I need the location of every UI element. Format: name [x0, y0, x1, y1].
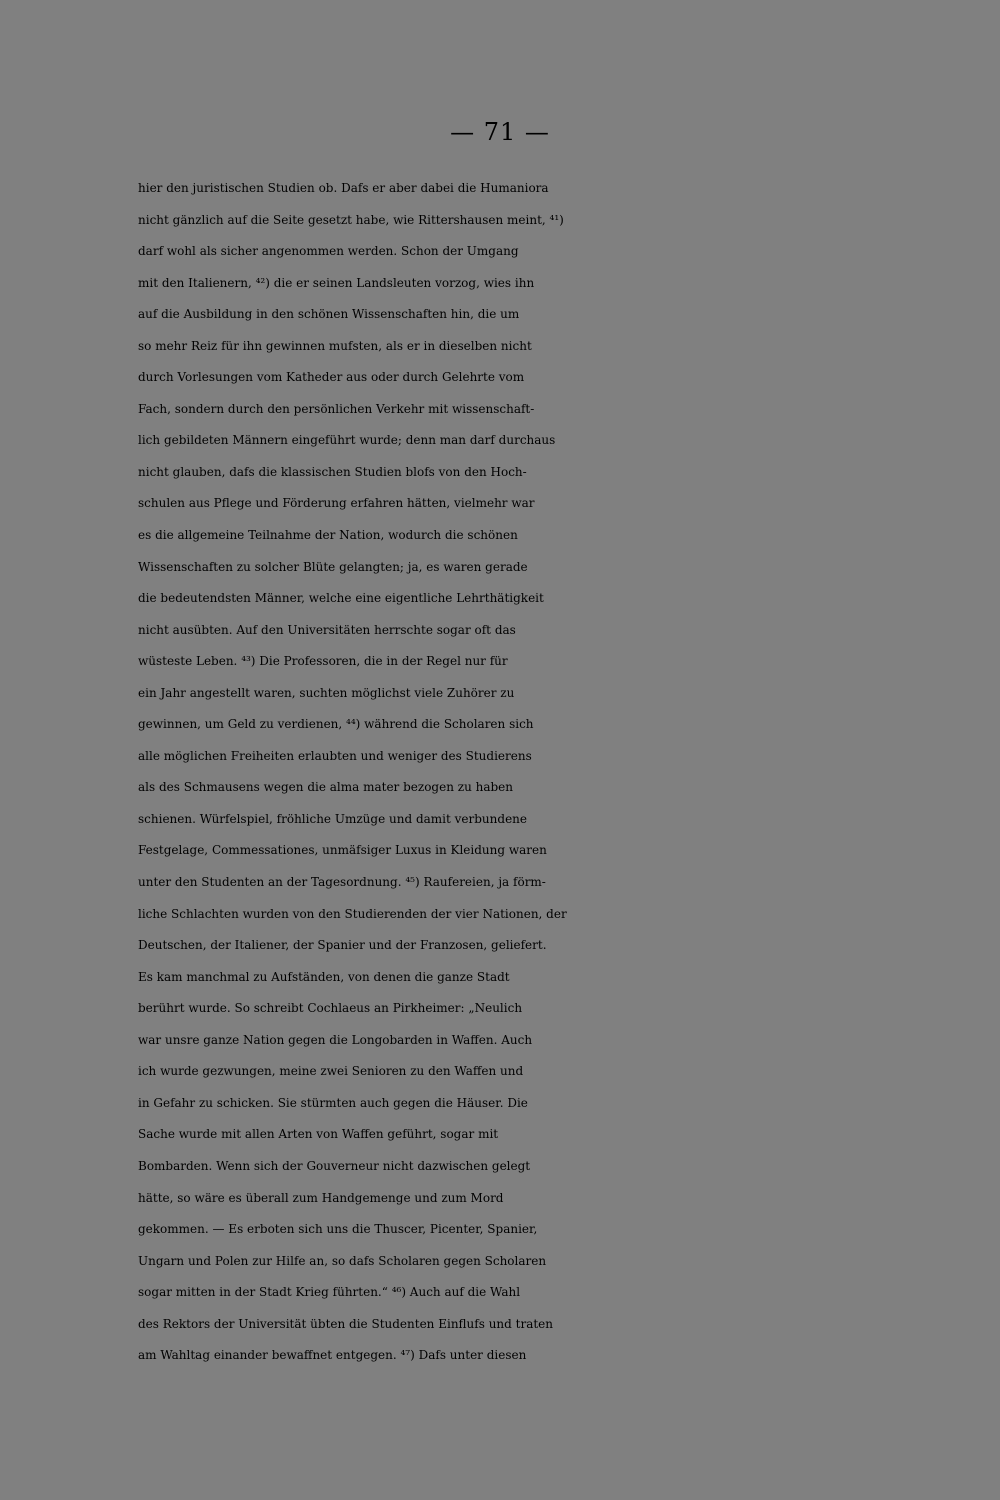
text-line: ein Jahr angestellt waren, suchten möglichst viele Zuhörer zu: [138, 685, 515, 700]
text-line: als des Schmausens wegen die alma mater bezogen zu haben: [138, 780, 514, 795]
text-line: auf die Ausbildung in den schönen Wissenschaften hin, die um: [138, 307, 520, 322]
text-line: gewinnen, um Geld zu verdienen, ⁴⁴) während die Scholaren sich: [138, 717, 534, 732]
text-line: so mehr Reiz für ihn gewinnen mufsten, als er in dieselben nicht: [138, 338, 532, 353]
text-line: unter den Studenten an der Tagesordnung. ⁴⁵) Raufereien, ja förm-: [138, 875, 546, 890]
text-line: sogar mitten in der Stadt Krieg führten.“ ⁴⁶) Auch auf die Wahl: [138, 1285, 521, 1300]
text-line: die bedeutendsten Männer, welche eine eigentliche Lehrthätigkeit: [138, 591, 544, 606]
text-line: lich gebildeten Männern eingeführt wurde; denn man darf durchaus: [138, 433, 556, 448]
text-line: Festgelage, Commessationes, unmäfsiger Luxus in Kleidung waren: [138, 843, 547, 858]
text-line: durch Vorlesungen vom Katheder aus oder durch Gelehrte vom: [138, 370, 525, 385]
text-line: hätte, so wäre es überall zum Handgemenge und zum Mord: [138, 1190, 504, 1205]
text-line: war unsre ganze Nation gegen die Longobarden in Waffen. Auch: [138, 1032, 533, 1047]
text-line: Wissenschaften zu solcher Blüte gelangten; ja, es waren gerade: [138, 559, 528, 574]
text-line: nicht gänzlich auf die Seite gesetzt habe, wie Rittershausen meint, ⁴¹): [138, 212, 564, 227]
text-line: des Rektors der Universität übten die Studenten Einflufs und traten: [138, 1316, 554, 1331]
text-line: alle möglichen Freiheiten erlaubten und weniger des Studierens: [138, 748, 532, 763]
page-number: — 71 —: [450, 118, 550, 146]
text-line: ich wurde gezwungen, meine zwei Senioren zu den Waffen und: [138, 1064, 524, 1079]
text-line: in Gefahr zu schicken. Sie stürmten auch gegen die Häuser. Die: [138, 1095, 528, 1110]
text-line: hier den juristischen Studien ob. Dafs er aber dabei die Humaniora: [138, 181, 549, 195]
text-line: am Wahltag einander bewaffnet entgegen. ⁴⁷) Dafs unter diesen: [138, 1348, 527, 1363]
text-line: es die allgemeine Teilnahme der Nation, wodurch die schönen: [138, 528, 518, 543]
text-line: schulen aus Pflege und Förderung erfahren hätten, vielmehr war: [138, 496, 535, 511]
text-line: Bombarden. Wenn sich der Gouverneur nicht dazwischen gelegt: [138, 1158, 531, 1173]
text-line: nicht ausübten. Auf den Universitäten herrschte sogar oft das: [138, 622, 516, 637]
body-text: [138, 173, 864, 1372]
text-line: Sache wurde mit allen Arten von Waffen geführt, sogar mit: [138, 1127, 499, 1142]
text-line: Es kam manchmal zu Aufständen, von denen die ganze Stadt: [138, 969, 510, 984]
text-line: gekommen. — Es erboten sich uns die Thuscer, Picenter, Spanier,: [138, 1222, 538, 1237]
text-line: darf wohl als sicher angenommen werden. Schon der Umgang: [138, 244, 519, 259]
text-line: Deutschen, der Italiener, der Spanier und der Franzosen, geliefert.: [138, 938, 547, 953]
text-line: liche Schlachten wurden von den Studierenden der vier Nationen, der: [138, 906, 567, 921]
text-line: berührt wurde. So schreibt Cochlaeus an Pirkheimer: „Neulich: [138, 1001, 523, 1016]
text-line: mit den Italienern, ⁴²) die er seinen Landsleuten vorzog, wies ihn: [138, 275, 535, 290]
text-line: Fach, sondern durch den persönlichen Verkehr mit wissenschaft-: [138, 401, 535, 416]
text-line: Ungarn und Polen zur Hilfe an, so dafs Scholaren gegen Scholaren: [138, 1253, 547, 1268]
text-line: schienen. Würfelspiel, fröhliche Umzüge und damit verbundene: [138, 811, 527, 826]
text-line: wüsteste Leben. ⁴³) Die Professoren, die in der Regel nur für: [138, 654, 508, 669]
text-line: nicht glauben, dafs die klassischen Studien blofs von den Hoch-: [138, 464, 527, 479]
